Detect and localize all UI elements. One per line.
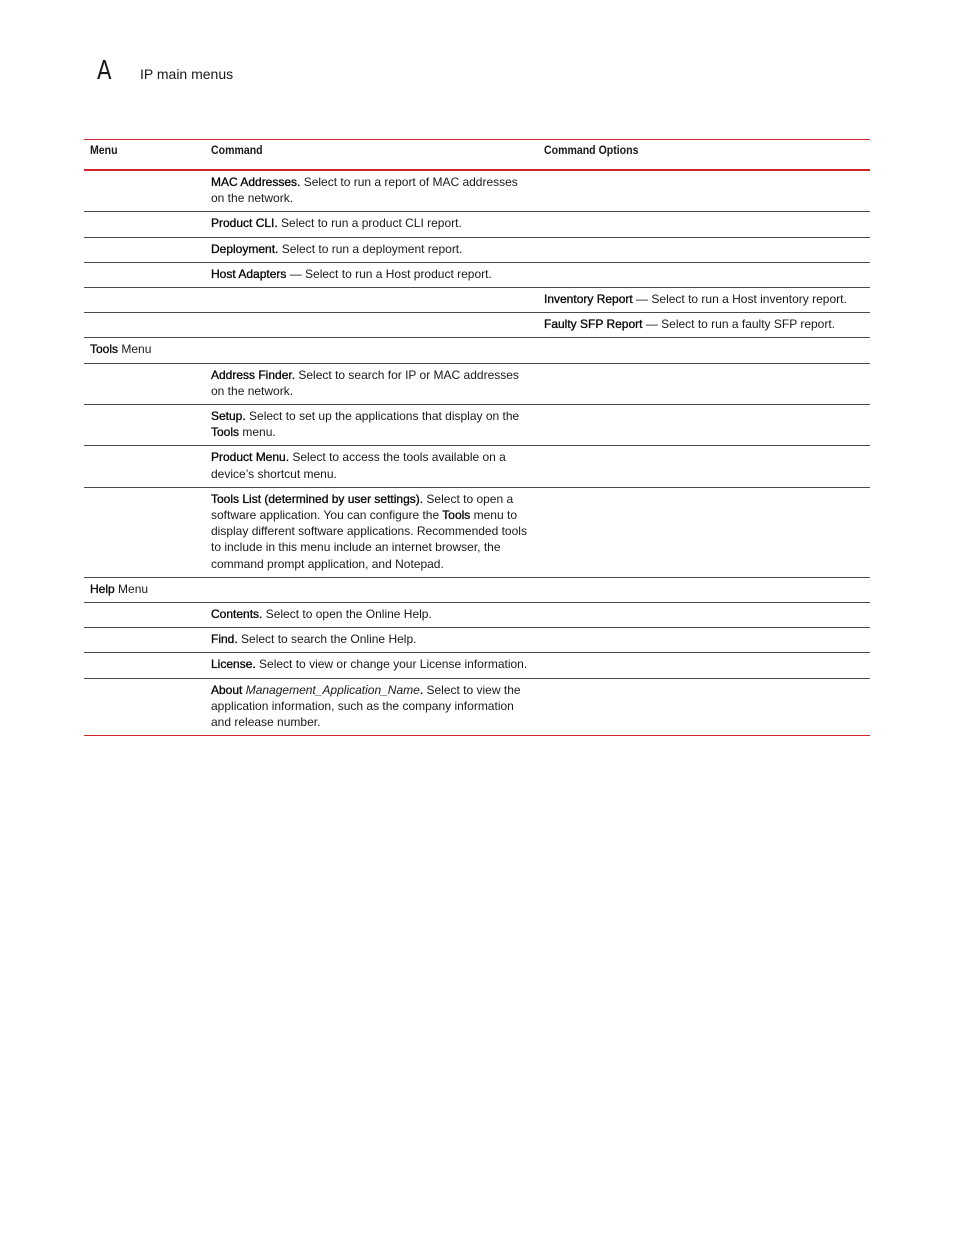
- option-cell: [538, 577, 870, 602]
- command-cell: [205, 313, 538, 338]
- menu-cell: Tools Menu: [90, 342, 152, 357]
- table-header-row: [84, 140, 870, 171]
- command-cell: Tools List (determined by user settings). Select to open a software application. You can configure the Tools menu to display different software applications. Recommended tools to include in this menu include an internet browser, the command prompt application, and Notepad.: [211, 491, 527, 571]
- menu-cell: [84, 237, 205, 262]
- section-title: IP main menus: [140, 66, 234, 82]
- table-row: [84, 446, 870, 487]
- command-cell: [205, 577, 538, 602]
- table-row: [84, 288, 870, 313]
- command-cell: Deployment. Select to run a deployment report.: [211, 241, 463, 256]
- column-header-command: Command: [211, 143, 263, 158]
- option-cell: [538, 405, 870, 446]
- table-row: [84, 212, 870, 237]
- menu-cell: [84, 678, 205, 736]
- column-header-menu: Menu: [90, 143, 118, 158]
- command-cell: Contents. Select to open the Online Help.: [211, 607, 432, 622]
- table-row: [84, 170, 870, 212]
- table-row: [84, 405, 870, 446]
- menu-cell: [84, 405, 205, 446]
- table-row: [84, 603, 870, 628]
- option-cell: Inventory Report — Select to run a Host inventory report.: [544, 292, 847, 307]
- ip-main-menus-table: [84, 139, 870, 736]
- menu-cell: [84, 603, 205, 628]
- table-row-menu-group: [84, 338, 870, 363]
- menu-cell: Help Menu: [90, 581, 149, 596]
- table-row: [84, 313, 870, 338]
- command-cell: MAC Addresses. Select to run a report of MAC addresses on the network.: [211, 175, 518, 206]
- option-cell: Faulty SFP Report — Select to run a faulty SFP report.: [544, 317, 836, 332]
- option-cell: [538, 628, 870, 653]
- option-cell: [538, 262, 870, 287]
- option-cell: [538, 487, 870, 577]
- menu-cell: [84, 628, 205, 653]
- table-row: [84, 363, 870, 404]
- option-cell: [538, 212, 870, 237]
- command-cell: Host Adapters — Select to run a Host product report.: [211, 266, 492, 281]
- menu-cell: [84, 363, 205, 404]
- option-cell: [538, 603, 870, 628]
- option-cell: [538, 338, 870, 363]
- option-cell: [538, 237, 870, 262]
- menu-cell: [84, 446, 205, 487]
- option-cell: [538, 653, 870, 678]
- table-row-menu-group: [84, 577, 870, 602]
- appendix-letter: A: [97, 56, 112, 86]
- command-cell: License. Select to view or change your License information.: [211, 657, 528, 672]
- option-cell: [538, 678, 870, 736]
- column-header-command-options: Command Options: [544, 143, 639, 158]
- menu-cell: [84, 288, 205, 313]
- command-cell: Setup. Select to set up the applications that display on the Tools menu.: [211, 409, 520, 440]
- table-row: [84, 628, 870, 653]
- table-row: [84, 237, 870, 262]
- table-row: [84, 678, 870, 736]
- menu-cell: [84, 313, 205, 338]
- menu-cell: [84, 487, 205, 577]
- table-row: [84, 653, 870, 678]
- option-cell: [538, 170, 870, 212]
- menu-cell: [84, 212, 205, 237]
- menu-cell: [84, 653, 205, 678]
- command-cell: [205, 288, 538, 313]
- command-cell: Product Menu. Select to access the tools available on a device’s shortcut menu.: [211, 450, 506, 481]
- table-row: [84, 487, 870, 577]
- command-cell: About Management_Application_Name. Select to view the application information, such as the company information and release number.: [211, 682, 521, 730]
- command-cell: Address Finder. Select to search for IP or MAC addresses on the network.: [211, 367, 519, 398]
- menu-cell: [84, 262, 205, 287]
- command-cell: [205, 338, 538, 363]
- option-cell: [538, 363, 870, 404]
- command-cell: Find. Select to search the Online Help.: [211, 632, 417, 647]
- menu-cell: [84, 170, 205, 212]
- option-cell: [538, 446, 870, 487]
- table-row: [84, 262, 870, 287]
- command-cell: Product CLI. Select to run a product CLI report.: [211, 216, 462, 231]
